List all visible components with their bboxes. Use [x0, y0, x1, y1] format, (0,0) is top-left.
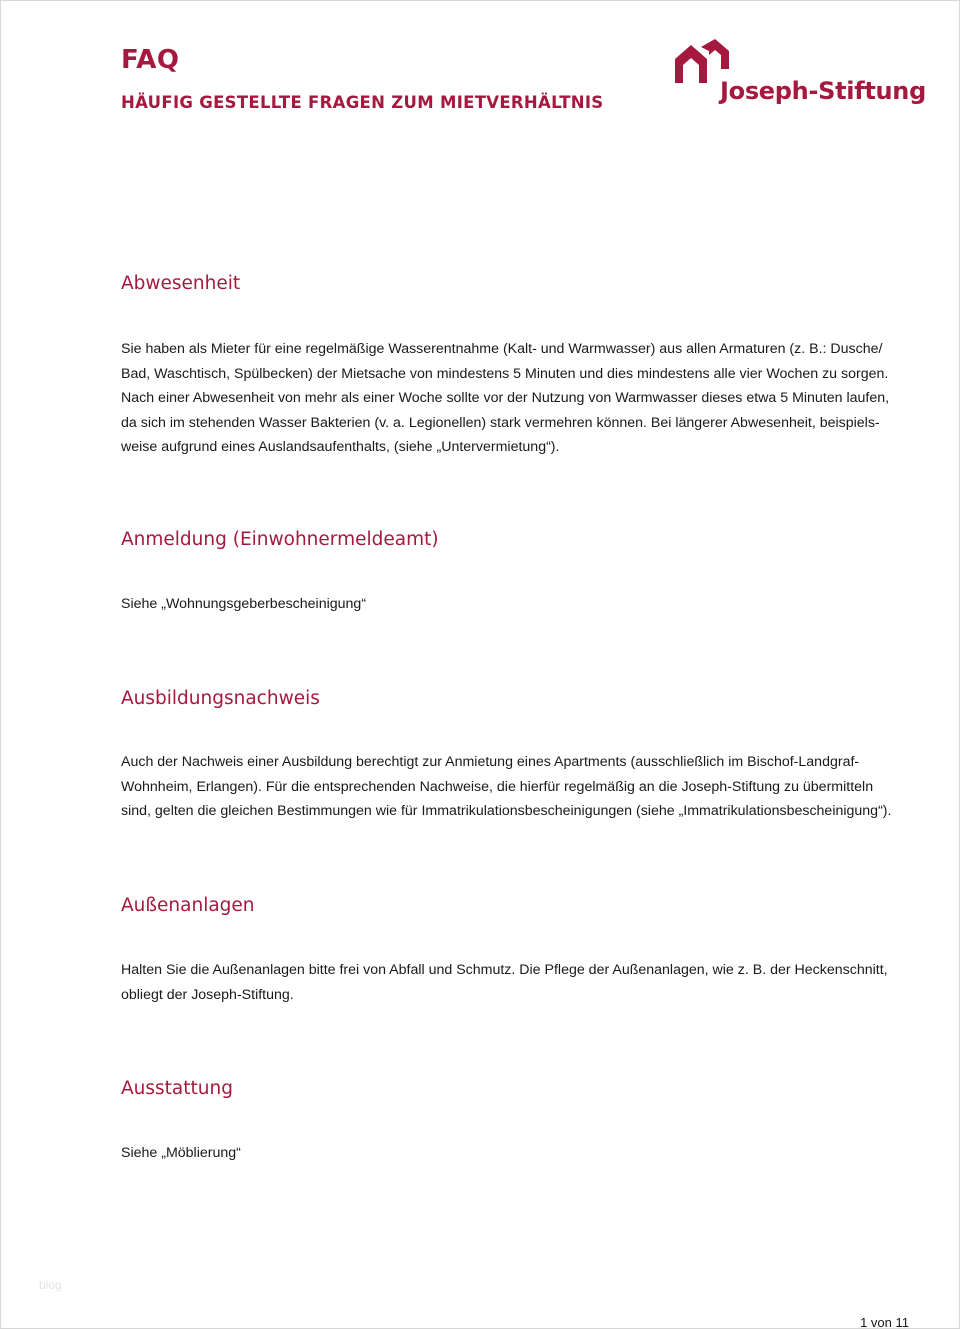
- section-heading-ausstattung: Ausstattung: [121, 1078, 233, 1099]
- text-line: Siehe „Wohnungsgeberbescheinigung“: [121, 596, 367, 612]
- section-body-aussenanlagen: [121, 958, 921, 1007]
- text-line: weise aufgrund eines Auslandsaufenthalts, (siehe „Untervermietung“).: [121, 439, 560, 455]
- section-heading-anmeldung: Anmeldung (Einwohnermeldeamt): [121, 529, 439, 550]
- document-subtitle: HÄUFIG GESTELLTE FRAGEN ZUM MIETVERHÄLTNIS: [121, 93, 604, 112]
- document-title: FAQ: [121, 45, 180, 75]
- section-heading-abwesenheit: Abwesenheit: [121, 273, 241, 294]
- section-heading-ausbildungsnachweis: Ausbildungsnachweis: [121, 688, 320, 709]
- section-heading-aussenanlagen: Außenanlagen: [121, 895, 255, 916]
- section-body-abwesenheit: [121, 337, 921, 460]
- section-body-ausbildungsnachweis: [121, 750, 921, 824]
- text-line: sind, gelten die gleichen Bestimmungen wie für Immatrikulationsbescheinigungen (siehe „Immatrikulationsbescheinigung“).: [121, 803, 892, 819]
- text-line: Bad, Waschtisch, Spülbecken) der Mietsache von mindestens 5 Minuten und dies mindestens alle vier Wochen zu sorgen.: [121, 365, 889, 382]
- text-line: Siehe „Möblierung“: [121, 1145, 241, 1161]
- page-number: 1 von 11: [860, 1315, 909, 1330]
- section-body-ausstattung: [121, 1141, 921, 1166]
- text-line: Sie haben als Mieter für eine regelmäßige Wasserentnahme (Kalt- und Warmwasser) aus allen Armaturen (z. B.: Dusche/: [121, 341, 883, 357]
- text-line: obliegt der Joseph-Stiftung.: [121, 986, 294, 1003]
- section-body-anmeldung: [121, 592, 921, 617]
- text-line: da sich im stehenden Wasser Bakterien (v. a. Legionellen) stark vermehren können. Bei längerer Abwesenheit, beispiels-: [121, 414, 880, 431]
- logo-wordmark: Joseph-Stiftung: [720, 77, 926, 105]
- watermark: blog: [39, 1278, 62, 1292]
- text-line: Halten Sie die Außenanlagen bitte frei von Abfall und Schmutz. Die Pflege der Außenanlagen, wie z. B. der Heckenschnitt,: [121, 962, 888, 978]
- text-line: Nach einer Abwesenheit von mehr als einer Woche sollte vor der Nutzung von Warmwasser dieses etwa 5 Minuten laufen,: [121, 390, 890, 406]
- text-line: Auch der Nachweis einer Ausbildung berechtigt zur Anmietung eines Apartments (ausschließlich im Bischof-Landgraf-: [121, 754, 860, 770]
- joseph-stiftung-logo: [673, 39, 926, 111]
- text-line: Wohnheim, Erlangen). Für die entsprechenden Nachweise, die hierfür regelmäßig an die Joseph-Stiftung zu übermitteln: [121, 778, 874, 795]
